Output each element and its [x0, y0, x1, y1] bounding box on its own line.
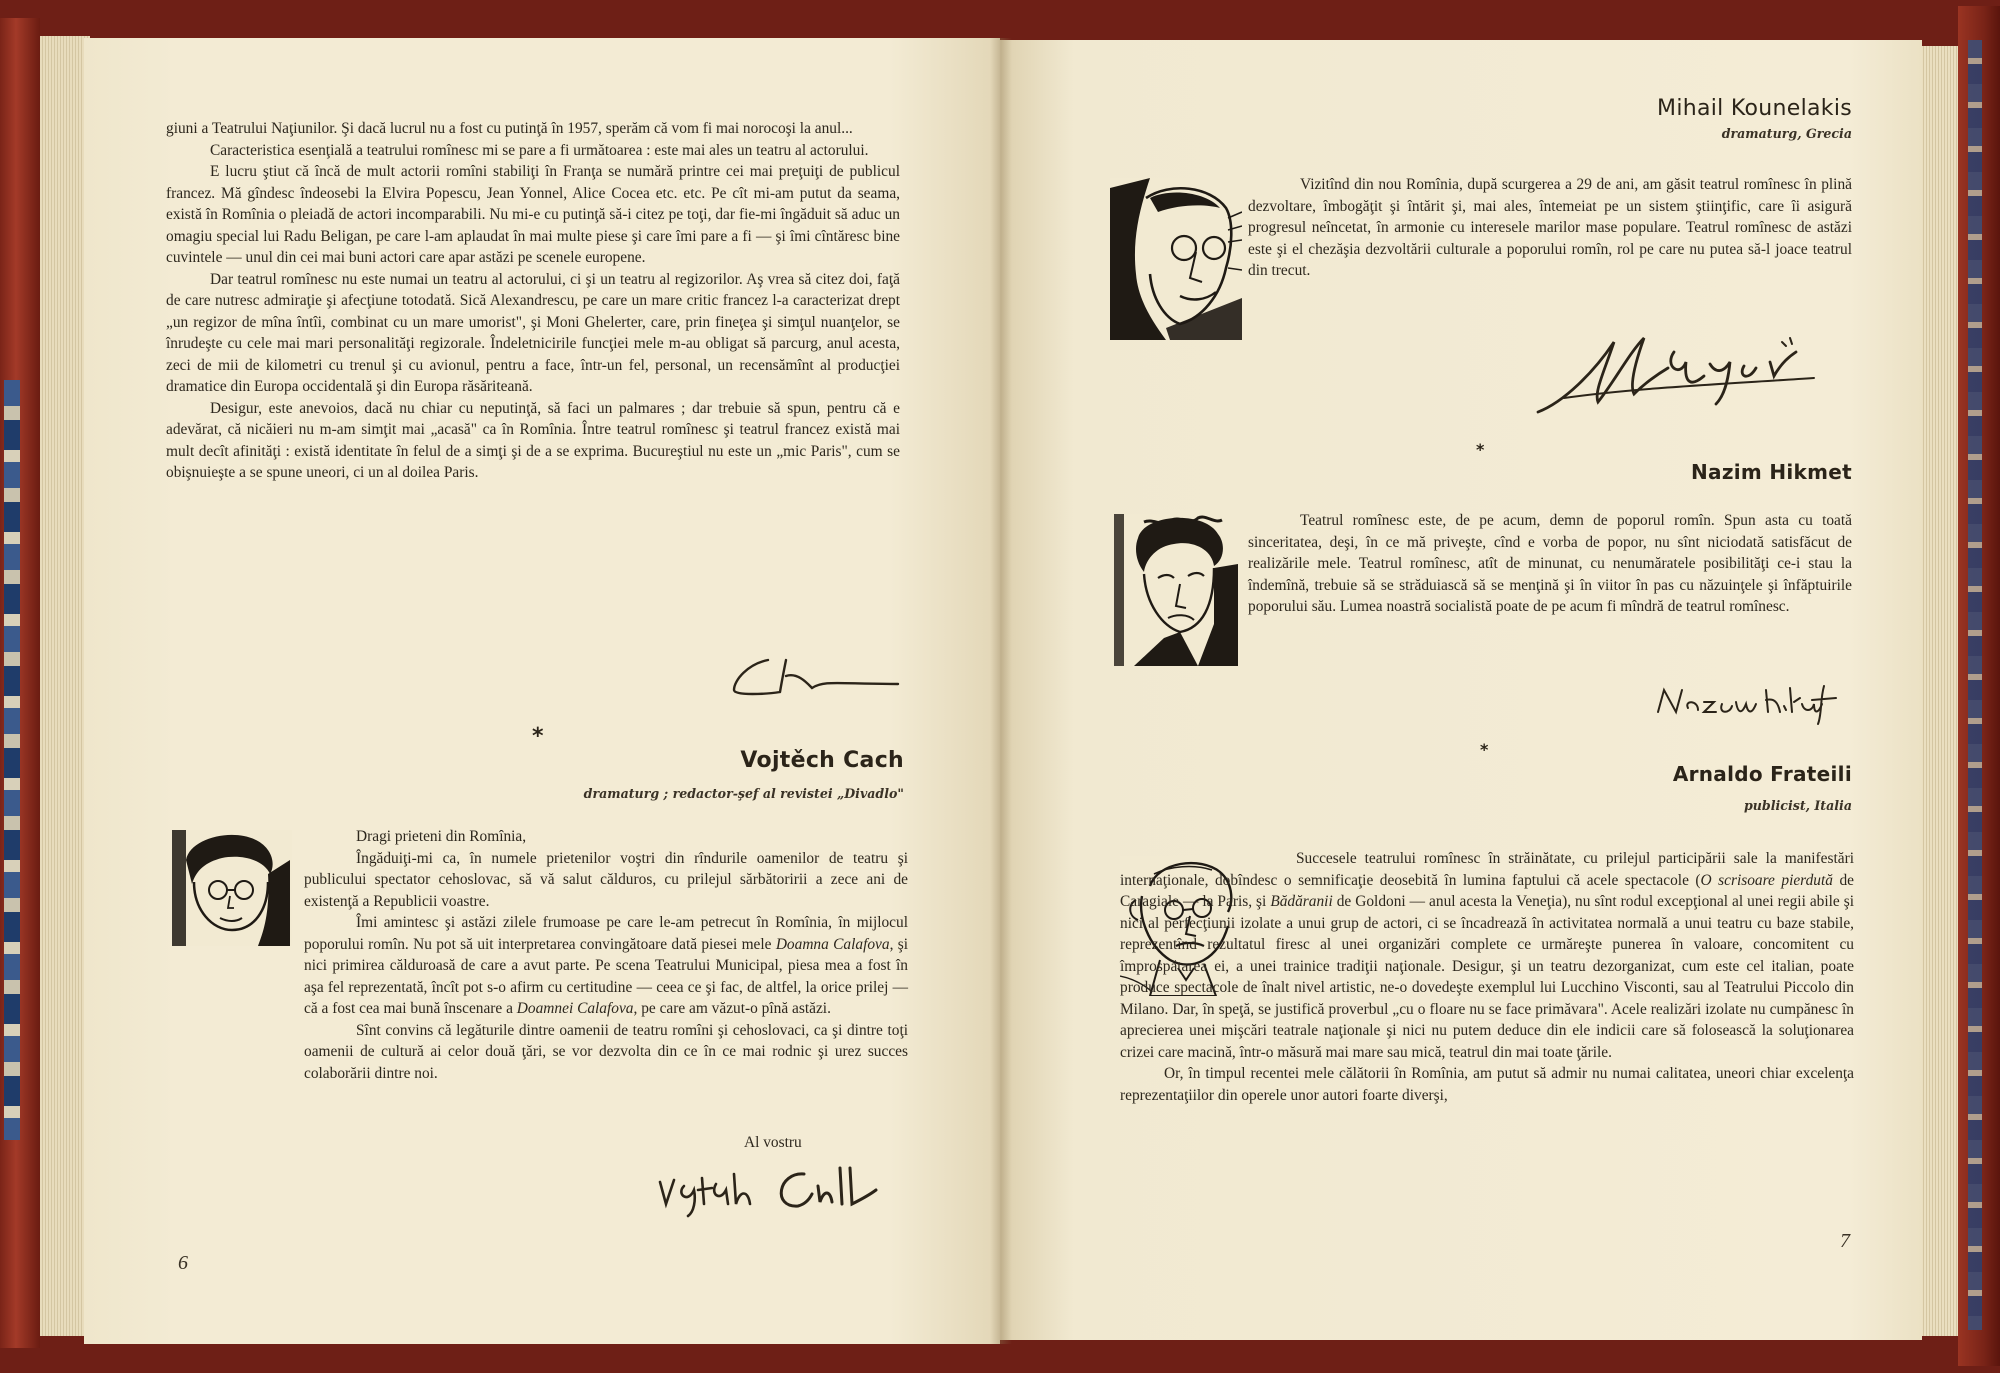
section-separator: *: [1476, 440, 1485, 459]
text-run: , pe care am văzut-o pînă astăzi.: [633, 1000, 831, 1017]
cover-pattern-right: [1968, 40, 1982, 1330]
signature-first-author: [728, 650, 908, 706]
signature-kounelakis: [1534, 322, 1834, 422]
section-separator: *: [532, 724, 544, 749]
author-name-cach: Vojtěch Cach: [740, 748, 904, 773]
cach-text-wrapped: [304, 826, 908, 1084]
section-separator: *: [1480, 740, 1489, 759]
text-run: Succesele teatrului romînesc în străinătate, cu prilejul participării sale la manifestări internaţionale, dobîndesc o semnificaţie deosebită în lumina faptului că acele spectacole (: [1120, 850, 1854, 889]
text-run: Îmi amintesc şi astăzi zilele frumoase pe care le-am petrecut în Romînia, în mijlocul poporului romîn. Nu pot să uit interpretarea convingătoare dată piesei mele: [304, 914, 908, 953]
author-role-kounelakis: dramaturg, Grecia: [1721, 126, 1852, 141]
paragraph: [1120, 848, 1854, 1063]
hikmet-text: [1248, 510, 1852, 618]
text-run: de Goldoni — anul acesta la Veneţia), nu sînt rodul excepţional al unei regii abile şi nici al perfecţiunii izolate a unui grup de actori, ci se încadrează în activitatea normală a unui teatru cu baze stabile, reprezentînd rezultatul firesc al unei organizări complete ce urmăreşte punerea în valoare, concomitent cu împrospătarea ei, a unei trainice tradiţii naţionale. Desigur, şi un teatru dezorganizat, cum este cel italian, poate produce spectacole de înalt nivel artistic, ne-o dovedeşte exemplul lui Lucchino Visconti, sau al Teatrului Piccolo din Milano. Dar, în speţă, se justifică proverbul „cu o floare nu se face primăvara". Acele realizări izolate nu cumpănesc în aprecierea unei mişcări teatrale naţionale şi nici nu putem deduce din ele indicii care să folosească la soluţionarea crizei care macină, într-o măsură mai mare sau mică, teatrul din mai toate ţările.: [1120, 893, 1855, 1061]
author-name-frateili: Arnaldo Frateili: [1672, 762, 1852, 786]
text-run: , şi nici primirea călduroasă de care a avut parte. Pe scena Teatrului Municipal, piesa mea a fost în aşa fel reprezentată, încît pot s-o afirm cu certitudine — ceea ce şi fac, de altfel, la orice prilej — că a fost cea mai bună înscenare a: [304, 935, 909, 1017]
paragraph: Dragi prieteni din Romînia,: [356, 828, 527, 845]
left-intro-text: [166, 118, 900, 484]
paragraph: E lucru ştiut că încă de mult actorii romîni stabiliţi în Franţa se numără printre cei mai preţuiţi de publicul francez. Mă gîndesc îndeosebi la Elvira Popescu, Jean Yonnel, Alice Cocea etc. etc. Pe cît mi-am putut da seama, există în Romînia o pleiadă de actori incomparabili. Nu mi-e cu putinţă să-i citez pe toţi, dar fie-mi îngăduit să aduc un omagiu special lui Radu Beligan, pe care l-am aplaudat în mai multe piese şi care îmi pare a fi — şi îmi cîntăresc bine cuvintele — unul din cei mai buni actori care apar astăzi pe scenele europene.: [166, 163, 900, 266]
paragraph: Îngăduiţi-mi ca, în numele prietenilor voştri din rîndurile oamenilor de teatru şi publicului spectator cehoslovac, să vă salut călduros, cu prilejul sărbătoririi a zece ani de existenţă a Republicii voastre.: [304, 849, 908, 910]
paragraph: Desigur, este anevoios, dacă nu chiar cu neputinţă, să faci un palmares ; dar trebuie să spun, pentru că e adevărat, că nicăieri nu m-am simţit mai „acasă" ca în Romînia. Între teatrul romînesc şi teatrul francez există mai mult decît afinităţi : există identitate în felul de a simţi şi de a se exprima. Bucureştiul nu este un „mic Paris", cum se obişnuieşte a se spune uneori, ci un al doilea Paris.: [166, 399, 900, 481]
paragraph: Teatrul romînesc este, de pe acum, demn de poporul romîn. Spun asta cu toată sinceritatea, deşi, în ce mă priveşte, cînd e vorba de popor, nu sînt niciodată satisfăcut de realizările mele. Teatrul romînesc, atît de minunat, cu nenumăratele posibilităţi ce-i stau la îndemînă, trebuie să se străduiască să se menţină şi în viitor în pas cu năzuinţele şi înfăptuirile poporului său. Lumea noastră socialistă poate de pe acum fi mîndră de teatrul romînesc.: [1248, 512, 1852, 615]
signature-cach: [654, 1160, 904, 1222]
paragraph: Dar teatrul romînesc nu este numai un teatru al actorului, ci şi un teatru al regizorilor. Aş vrea să citez doi, faţă de care nutresc admiraţie şi afecţiune totodată. Sică Alexandrescu, pe care un mare critic francez l-a caracterizat drept „un regizor de mîna întîi, combinat cu un mare umorist", şi Moni Ghelerter, care, prin fineţea şi simţul nuanţelor, se înrudeşte cu cele mai mari personalităţi regizorale. Îndeletnicirile funcţiei mele m-au obligat să parcurg, anul acesta, zeci de mii de kilometri cu trenul şi cu avionul, pentru a face, într-un fel, personal, un recensămînt al producţiei dramatice din Europa occidentală şi din Europa răsăriteană.: [166, 270, 900, 395]
paragraph: Vizitînd din nou Romînia, după scurgerea a 29 de ani, am găsit teatrul romînesc în plină dezvoltare, îmbogăţit şi întărit şi, mai ales, întemeiat pe un sistem ştiinţific, care îi asigură progresul neîncetat, în armonie cu interesele marilor mase populare. Teatrul romînesc de astăzi este şi el chezăşia dezvoltării culturale a poporului romîn, rol pe care nu putea să-l joace teatrul din trecut.: [1248, 176, 1852, 279]
author-name-kounelakis: Mihail Kounelakis: [1657, 96, 1852, 121]
author-role-cach: dramaturg ; redactor-şef al revistei „Divadlo": [583, 786, 904, 801]
play-title: Bădăranii: [1270, 893, 1333, 910]
paragraph: Or, în timpul recentei mele călătorii în Romînia, am putut să admir nu numai calitatea, uneori chiar excelenţa reprezentaţiilor din operele unor autori foarte diverşi,: [1120, 1065, 1854, 1104]
portrait-hikmet: [1114, 514, 1238, 666]
page-edges-right: [1920, 46, 1958, 1336]
kounelakis-text: [1248, 174, 1852, 282]
play-title: Doamna Calafova: [775, 935, 890, 953]
closing-phrase: Al vostru: [744, 1134, 802, 1151]
author-role-frateili: publicist, Italia: [1743, 798, 1852, 813]
author-name-hikmet: Nazim Hikmet: [1691, 460, 1852, 484]
cover-pattern-left: [4, 380, 20, 1140]
paragraph: giuni a Teatrului Naţiunilor. Şi dacă lucrul nu a fost cu putinţă în 1957, sperăm că vom fi mai norocoşi la anul...: [166, 120, 853, 137]
gutter-shadow: [990, 38, 1012, 1344]
page-number-left: 6: [178, 1252, 188, 1274]
paragraph: [304, 912, 908, 1020]
portrait-cach: [172, 830, 292, 946]
page-edges-left: [40, 36, 90, 1336]
page-number-right: 7: [1840, 1230, 1850, 1252]
paragraph: Sînt convins că legăturile dintre oamenii de teatru romîni şi cehoslovaci, ca şi dintre toţi oamenii de cultură ai celor două ţări, se vor dezvolta din ce în ce mai rodnic şi urez succes colaborării dintre noi.: [304, 1021, 908, 1082]
play-title: Doamnei Calafova: [516, 1000, 634, 1017]
frateili-text: [1120, 848, 1854, 1106]
play-title: O scrisoare pierdută: [1700, 871, 1833, 889]
text-run: de Caragiale — la Paris, şi: [1120, 871, 1855, 910]
signature-hikmet: [1654, 680, 1844, 726]
portrait-kounelakis: [1110, 178, 1242, 340]
paragraph: Caracteristica esenţială a teatrului romînesc mi se pare a fi următoarea : este mai ales un teatru al actorului.: [210, 141, 869, 159]
